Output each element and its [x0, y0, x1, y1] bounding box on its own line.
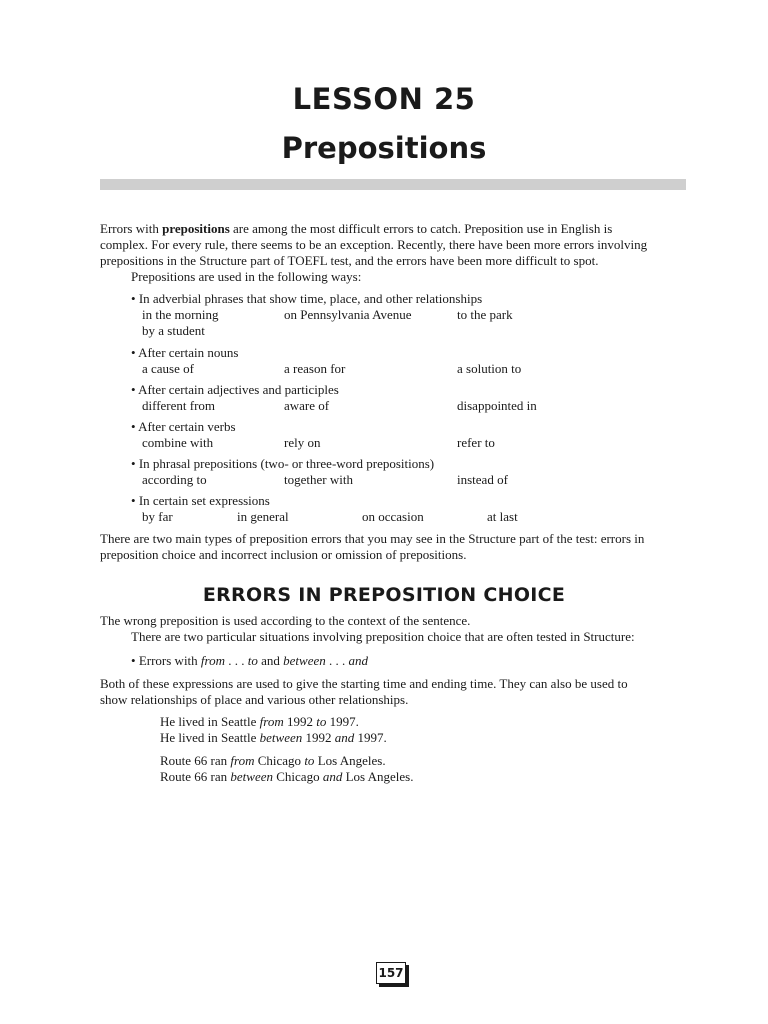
- example-phrase: on Pennsylvania Avenue: [284, 307, 412, 322]
- example-sentence: Route 66 ran between Chicago and Los Angeles.: [160, 769, 414, 784]
- example-phrase: disappointed in: [457, 398, 537, 413]
- example-phrase: a reason for: [284, 361, 346, 376]
- summary-line-1: There are two main types of preposition errors that you may see in the Structure part of the test: errors in: [100, 531, 645, 546]
- summary-line-2: preposition choice and incorrect inclusion or omission of prepositions.: [100, 547, 467, 562]
- example-phrase: together with: [284, 472, 353, 487]
- example-phrase: by a student: [142, 323, 205, 338]
- use-item-nouns: • After certain nouns: [131, 345, 239, 360]
- example-phrase: instead of: [457, 472, 508, 487]
- use-item-adjectives: • After certain adjectives and participles: [131, 382, 339, 397]
- example-sentence: He lived in Seattle between 1992 and 1997.: [160, 730, 387, 745]
- use-item-from-to-between-and: • Errors with from . . . to and between . . . and: [131, 653, 368, 668]
- section-line-1: The wrong preposition is used according to the context of the sentence.: [100, 613, 471, 628]
- example-sentence: He lived in Seattle from 1992 to 1997.: [160, 714, 359, 729]
- example-phrase: at last: [487, 509, 518, 524]
- example-phrase: according to: [142, 472, 207, 487]
- example-phrase: to the park: [457, 307, 513, 322]
- lesson-subtitle: Prepositions: [281, 131, 487, 165]
- section-heading: ERRORS IN PREPOSITION CHOICE: [202, 584, 566, 606]
- title-divider: [100, 179, 686, 190]
- page-number: 157: [376, 962, 406, 984]
- example-phrase: a solution to: [457, 361, 522, 376]
- example-phrase: by far: [142, 509, 173, 524]
- intro-line-3: prepositions in the Structure part of TOEFL test, and the errors have been more difficult to spot.: [100, 253, 599, 268]
- example-phrase: in the morning: [142, 307, 219, 322]
- example-sentence: Route 66 ran from Chicago to Los Angeles.: [160, 753, 386, 768]
- intro-line-1: Errors with prepositions are among the most difficult errors to catch. Preposition use in English is: [100, 221, 613, 236]
- bold-term: prepositions: [162, 221, 230, 236]
- intro-line-2: complex. For every rule, there seems to be an exception. Recently, there have been more errors involving: [100, 237, 648, 252]
- example-phrase: on occasion: [362, 509, 424, 524]
- section-body-line-1: Both of these expressions are used to give the starting time and ending time. They can also be used to: [100, 676, 628, 691]
- section-line-2: There are two particular situations involving preposition choice that are often tested in Structure:: [131, 629, 635, 644]
- use-item-set-expressions: • In certain set expressions: [131, 493, 270, 508]
- example-phrase: refer to: [457, 435, 495, 450]
- intro-line-4: Prepositions are used in the following ways:: [131, 269, 362, 284]
- use-item-phrasal: • In phrasal prepositions (two- or three-word prepositions): [131, 456, 435, 471]
- use-item-verbs: • After certain verbs: [131, 419, 236, 434]
- example-phrase: rely on: [284, 435, 321, 450]
- example-phrase: a cause of: [142, 361, 194, 376]
- example-phrase: in general: [237, 509, 289, 524]
- section-body-line-2: show relationships of place and various other relationships.: [100, 692, 409, 707]
- example-phrase: aware of: [284, 398, 330, 413]
- use-item-adverbial: • In adverbial phrases that show time, place, and other relationships: [131, 291, 483, 306]
- example-phrase: different from: [142, 398, 216, 413]
- lesson-title: LESSON 25: [292, 82, 476, 116]
- example-phrase: combine with: [142, 435, 214, 450]
